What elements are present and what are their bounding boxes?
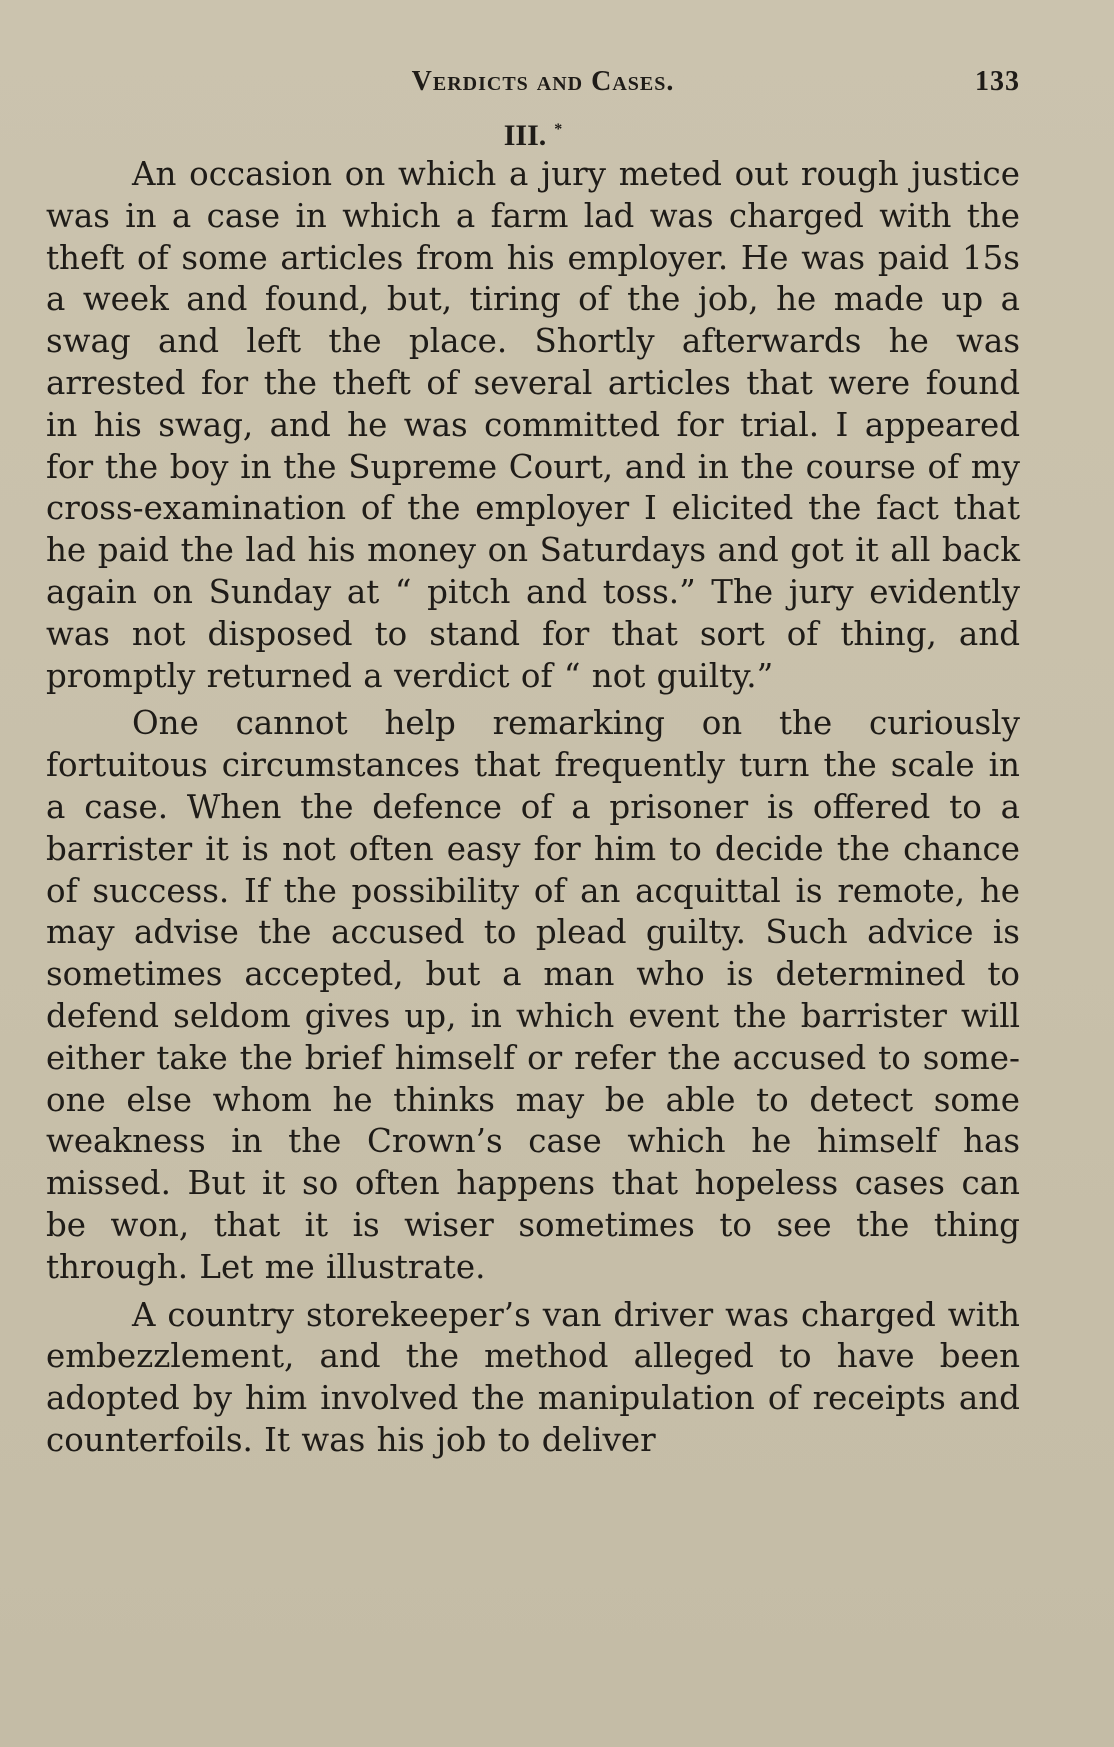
- section-number: III.: [503, 119, 547, 152]
- page-number: 133: [975, 66, 1020, 97]
- paragraph-2: One cannot help remarking on the curiously fortuitous circumstances that frequently turn the scale in a case. When the defence of a prisoner is offered to a barrister it is not often easy for him to decide the chance of success. If the possibility of an acquittal is remote, he may advise the accused to plead guilty. Such advice is sometimes accepted, but a man who is determined to defend seldom gives up, in which event the barrister will either take the brief himself or refer the accused to some- one else whom he thinks may be able to detect some weakness in the Crown’s case which he himself has missed. But it so often happens that hopeless cases can be won, that it is wiser sometimes to see the thing through. Let me illustrate.: [46, 704, 1020, 1286]
- running-title: Verdicts and Cases.: [411, 66, 675, 97]
- running-header: [46, 58, 1020, 110]
- asterisk-mark: *: [554, 121, 563, 138]
- paragraph-1: An occasion on which a jury meted out rough justice was in a case in which a farm lad was charged with the theft of some articles from his employer. He was paid 15s a week and found, but, tiring of the job, he made up a swag and left the place. Shortly afterwards he was arrested for the theft of several articles that were found in his swag, and he was committed for trial. I appeared for the boy in the Supreme Court, and in the course of my cross-examination of the employer I elicited the fact that he paid the lad his money on Saturdays and got it all back again on Sunday at “ pitch and toss.” The jury evidently was not disposed to stand for that sort of thing, and promptly returned a verdict of “ not guilty.”: [46, 155, 1020, 695]
- paragraph-3: A country storekeeper’s van driver was charged with embezzlement, and the method alleged to have been adopted by him involved the manipulation of receipts and counterfoils. It was his job to deliver: [46, 1295, 1020, 1459]
- section-heading: [46, 110, 1020, 150]
- book-page: [46, 58, 1020, 1468]
